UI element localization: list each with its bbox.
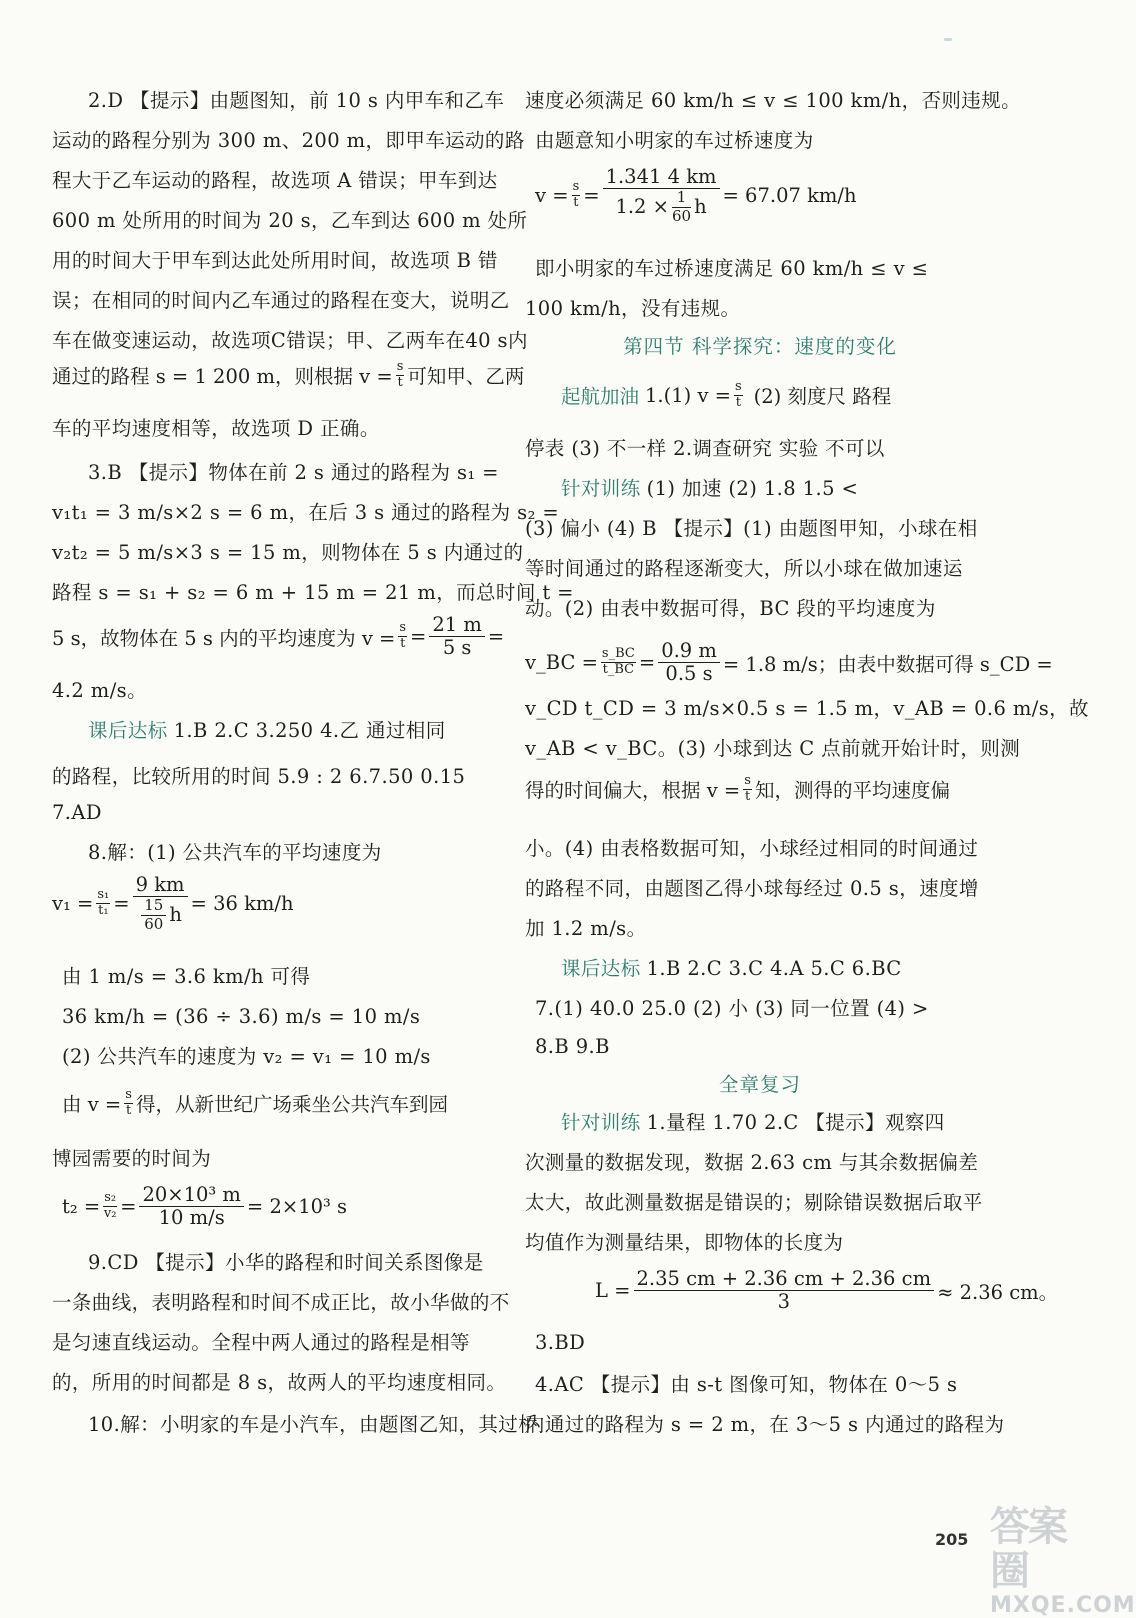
left-text-line: (2) 公共汽车的速度为 v₂ = v₁ = 10 m/s xyxy=(62,1045,431,1068)
left-text-line: 的路程，比较所用的时间 5.9 : 2 6.7.50 0.15 xyxy=(52,765,466,788)
section-title: 第四节 科学探究：速度的变化 xyxy=(623,335,897,358)
left-text-line: v₂t₂ = 5 m/s×3 s = 15 m，则物体在 5 s 内通过的 xyxy=(52,541,524,564)
length-average-equation: L = $\frac{2.35 cm + 2.36 cm + 2.36 cm}{3}$ ≈ 2.36 cm。 xyxy=(595,1267,1059,1314)
right-text-line: 即小明家的车过桥速度满足 60 km/h ≤ v ≤ xyxy=(535,257,929,280)
left-text-line: 9.CD 【提示】小华的路程和时间关系图像是 xyxy=(88,1251,484,1274)
bus-time-equation: t₂ = $\frac{\text{s₂}}{\text{v₂}}$ = $\frac{\text{20×10³ m}}{10 m/s}$ = 2×10³ s xyxy=(62,1183,348,1230)
left-text-line: 的，所用的时间都是 8 s，故两人的平均速度相同。 xyxy=(52,1371,507,1394)
left-text-line: 是匀速直线运动。全程中两人通过的路程是相等 xyxy=(52,1331,470,1354)
right-text-line: 等时间通过的路程逐渐变大，所以小球在做加速运 xyxy=(525,557,963,580)
left-text-line: 600 m 处所用的时间为 20 s，乙车到达 600 m 处所 xyxy=(52,209,528,232)
right-text-line: 加 1.2 m/s。 xyxy=(525,917,647,940)
right-text-line: 7.(1) 40.0 25.0 (2) 小 (3) 同一位置 (4) > xyxy=(535,997,929,1020)
right-text-line: 均值作为测量结果，即物体的长度为 xyxy=(525,1231,844,1254)
right-text-line: 动。(2) 由表中数据可得，BC 段的平均速度为 xyxy=(525,597,936,620)
left-text-line: 2.D 【提示】由题图知，前 10 s 内甲车和乙车 xyxy=(88,89,505,112)
time-formula-line: 由 v = $\frac{s}{t}$ 得，从新世纪广场乘坐公共汽车到园 xyxy=(62,1087,448,1118)
chapter-review-title: 全章复习 xyxy=(718,1073,801,1096)
right-text-line: v_CD t_CD = 3 m/s×0.5 s = 1.5 m，v_AB = 0.6 m/s，故 xyxy=(525,697,1089,720)
right-text-line: 的路程不同，由题图乙得小球每经过 0.5 s，速度增 xyxy=(525,877,979,900)
right-text-line: 太大，故此测量数据是错误的；剔除错误数据后取平 xyxy=(525,1191,983,1214)
left-text-line: 程大于乙车运动的路程，故选项 A 错误；甲车到达 xyxy=(52,169,498,192)
bus-speed-equation: v₁ = $\frac{\text{s₁}}{\text{t₁}}$ = 9 km $\frac{15}{60}$ h = 36 km/h xyxy=(52,873,294,933)
right-text-line: 3.BD xyxy=(535,1331,586,1354)
left-text-line: 路程 s = s₁ + s₂ = 6 m + 15 m = 21 m，而总时间 t = xyxy=(52,581,574,604)
targeted-training-answers: 针对训练 (1) 加速 (2) 1.8 1.5 < xyxy=(561,477,859,500)
left-text-line: 一条曲线，表明路程和时间不成正比，故小华做的不 xyxy=(52,1291,510,1314)
left-text-line: 4.2 m/s。 xyxy=(52,679,147,702)
scan-speck xyxy=(944,38,952,41)
right-text-line: 100 km/h，没有违规。 xyxy=(525,297,741,320)
page-number: 205 xyxy=(935,1530,969,1549)
measured-speed-line: 得的时间偏大，根据 v = $\frac{s}{t}$ 知，测得的平均速度偏 xyxy=(525,773,950,804)
right-text-line: 速度必须满足 60 km/h ≤ v ≤ 100 km/h，否则违规。 xyxy=(525,89,1021,112)
left-text-line: 10.解：小明家的车是小汽车，由题图乙知，其过桥 xyxy=(88,1413,539,1436)
left-text-line: 车的平均速度相等，故选项 D 正确。 xyxy=(52,417,380,440)
bc-speed-equation: v_BC = $\frac{s\_BC}{t\_BC}$ = $\frac{0.9 m}{0.5 s}$ = 1.8 m/s；由表中数据可得 s_CD = xyxy=(525,639,1053,686)
left-text-line: v₁t₁ = 3 m/s×2 s = 6 m，在后 3 s 通过的路程为 s₂ = xyxy=(52,501,560,524)
right-text-line: 由题意知小明家的车过桥速度为 xyxy=(535,129,814,152)
left-text-line: 8.解：(1) 公共汽车的平均速度为 xyxy=(88,841,382,864)
watermark-logo: 答案圈 MXQE.COM xyxy=(990,1504,1136,1618)
left-text-line: 由 1 m/s = 3.6 km/h 可得 xyxy=(62,965,311,988)
left-text-line: 运动的路程分别为 300 m、200 m，即甲车运动的路 xyxy=(52,129,525,152)
right-text-line: 停表 (3) 不一样 2.调查研究 实验 不可以 xyxy=(525,437,885,460)
right-text-line: 内通过的路程为 s = 2 m，在 3～5 s 内通过的路程为 xyxy=(525,1413,1005,1436)
left-text-line: 36 km/h = (36 ÷ 3.6) m/s = 10 m/s xyxy=(62,1005,421,1028)
right-text-line: 小。(4) 由表格数据可知，小球经过相同的时间通过 xyxy=(525,837,979,860)
left-text-line: 车在做变速运动，故选项C错误；甲、乙两车在40 s内 xyxy=(52,329,528,352)
left-text-line: 误；在相同的时间内乙车通过的路程在变大，说明乙 xyxy=(52,289,510,312)
warm-up-answers: 起航加油 1.(1) v = $\frac{s}{t}$ (2) 刻度尺 路程 xyxy=(561,379,892,410)
after-class-answers-2: 课后达标 1.B 2.C 3.C 4.A 5.C 6.BC xyxy=(561,957,902,980)
right-text-line: 次测量的数据发现，数据 2.63 cm 与其余数据偏差 xyxy=(525,1151,979,1174)
review-training-answers: 针对训练 1.量程 1.70 2.C 【提示】观察四 xyxy=(561,1111,945,1134)
right-text-line: 4.AC 【提示】由 s-t 图像可知，物体在 0～5 s xyxy=(535,1373,958,1396)
bridge-speed-equation: v = $\frac{s}{t}$ = 1.341 4 km 1.2 × $\frac{1}{60}$ h = 67.07 km/h xyxy=(535,165,857,225)
average-speed-formula-line: 5 s，故物体在 5 s 内的平均速度为 v = $\frac{s}{t}$ = $\frac{21 m}{5 s}$ = xyxy=(52,613,505,660)
left-text-line: 博园需要的时间为 xyxy=(52,1147,212,1170)
right-text-line: v_AB < v_BC。(3) 小球到达 C 点前就开始计时，则测 xyxy=(525,737,1021,760)
left-text-line: 用的时间大于甲车到达此处所用时间，故选项 B 错 xyxy=(52,249,498,272)
right-text-line: (3) 偏小 (4) B 【提示】(1) 由题图甲知，小球在相 xyxy=(525,517,978,540)
left-text-line: 7.AD xyxy=(52,801,102,824)
right-text-line: 8.B 9.B xyxy=(535,1035,610,1058)
left-text-line: 3.B 【提示】物体在前 2 s 通过的路程为 s₁ = xyxy=(88,461,499,484)
average-speed-line: 通过的路程 s = 1 200 m，则根据 v = $\frac{s}{t}$ 可知甲、乙两 xyxy=(52,359,525,390)
after-class-answers: 课后达标 1.B 2.C 3.250 4.乙 通过相同 xyxy=(88,719,446,742)
